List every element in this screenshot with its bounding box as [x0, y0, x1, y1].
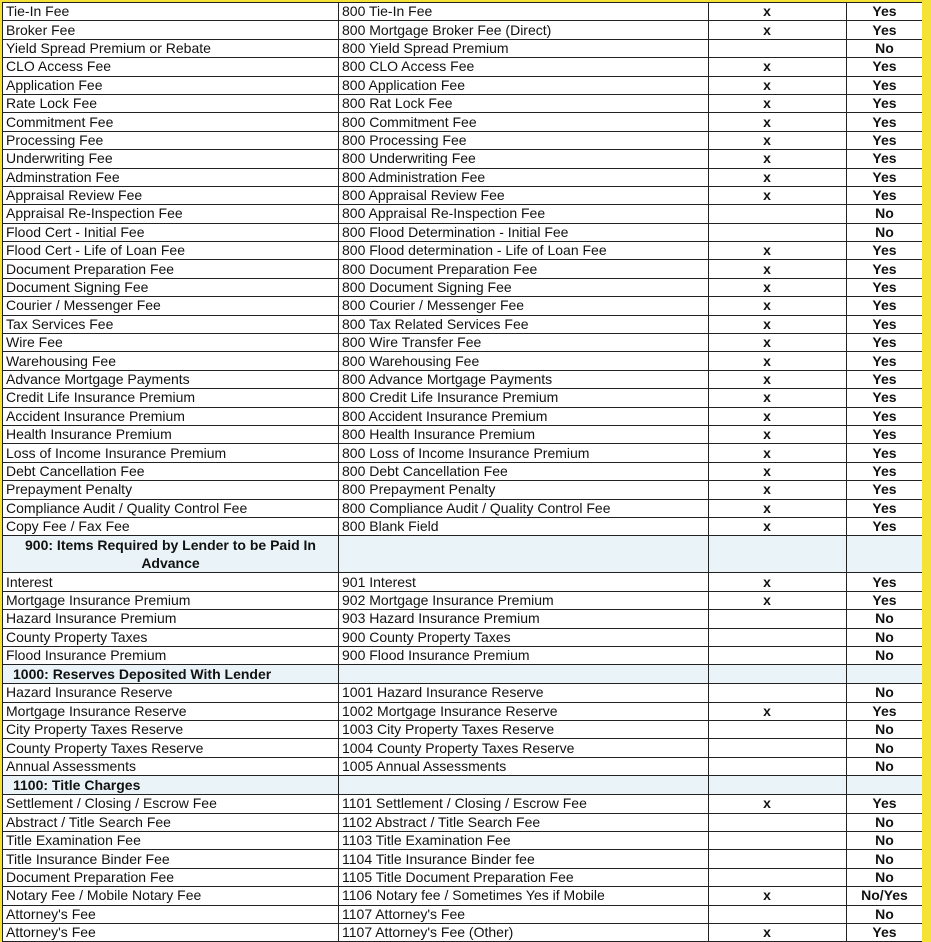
section-header-row: [3, 536, 923, 573]
included-mark-cell[interactable]: x: [709, 297, 847, 315]
included-mark-cell[interactable]: x: [709, 591, 847, 609]
fee-name-cell[interactable]: Appraisal Review Fee: [3, 186, 339, 204]
included-mark-cell[interactable]: x: [709, 21, 847, 39]
section-title[interactable]: 1100: Title Charges: [3, 776, 339, 795]
included-mark-cell[interactable]: [709, 205, 847, 223]
finance-charge-cell[interactable]: No: [847, 39, 923, 57]
finance-charge-cell[interactable]: Yes: [847, 315, 923, 333]
fee-name-cell[interactable]: Broker Fee: [3, 21, 339, 39]
table-row: [3, 905, 923, 923]
fee-name-cell[interactable]: Hazard Insurance Premium: [3, 610, 339, 628]
hud-line-cell[interactable]: 800 Accident Insurance Premium: [339, 407, 709, 425]
finance-charge-cell[interactable]: No: [847, 813, 923, 831]
fee-name-cell[interactable]: Copy Fee / Fax Fee: [3, 517, 339, 535]
included-mark-cell[interactable]: [709, 646, 847, 664]
hud-line-cell[interactable]: 800 Application Fee: [339, 76, 709, 94]
hud-line-cell[interactable]: 1001 Hazard Insurance Reserve: [339, 684, 709, 702]
included-mark-cell[interactable]: [709, 832, 847, 850]
table-row: [3, 499, 923, 517]
fee-name-cell[interactable]: Attorney's Fee: [3, 923, 339, 941]
fee-name-cell[interactable]: Title Insurance Binder Fee: [3, 850, 339, 868]
included-mark-cell[interactable]: x: [709, 76, 847, 94]
hud-line-cell[interactable]: 1107 Attorney's Fee (Other): [339, 923, 709, 941]
included-mark-cell[interactable]: [709, 610, 847, 628]
included-mark-cell[interactable]: x: [709, 3, 847, 21]
fee-name-cell[interactable]: Notary Fee / Mobile Notary Fee: [3, 887, 339, 905]
fee-name-cell[interactable]: Document Preparation Fee: [3, 260, 339, 278]
included-mark-cell[interactable]: [709, 813, 847, 831]
finance-charge-cell[interactable]: Yes: [847, 795, 923, 813]
included-mark-cell[interactable]: x: [709, 150, 847, 168]
table-row: [3, 646, 923, 664]
fee-name-cell[interactable]: Annual Assessments: [3, 757, 339, 775]
finance-charge-cell[interactable]: Yes: [847, 334, 923, 352]
table-row: [3, 168, 923, 186]
fee-name-cell[interactable]: City Property Taxes Reserve: [3, 721, 339, 739]
finance-charge-cell[interactable]: Yes: [847, 278, 923, 296]
table-row: [3, 813, 923, 831]
finance-charge-cell[interactable]: No: [847, 684, 923, 702]
hud-line-cell[interactable]: 800 Warehousing Fee: [339, 352, 709, 370]
included-mark-cell[interactable]: x: [709, 94, 847, 112]
included-mark-cell[interactable]: x: [709, 923, 847, 941]
table-row: [3, 297, 923, 315]
hud-line-cell[interactable]: 902 Mortgage Insurance Premium: [339, 591, 709, 609]
fee-name-cell[interactable]: County Property Taxes: [3, 628, 339, 646]
hud-line-cell[interactable]: 1103 Title Examination Fee: [339, 832, 709, 850]
included-mark-cell[interactable]: x: [709, 517, 847, 535]
fee-name-cell[interactable]: Document Signing Fee: [3, 278, 339, 296]
finance-charge-cell[interactable]: Yes: [847, 517, 923, 535]
fee-table: [2, 2, 922, 942]
table-row: [3, 113, 923, 131]
hud-line-cell[interactable]: 800 Mortgage Broker Fee (Direct): [339, 21, 709, 39]
table-row: [3, 887, 923, 905]
empty-cell[interactable]: [709, 536, 847, 573]
table-row: [3, 186, 923, 204]
included-mark-cell[interactable]: x: [709, 481, 847, 499]
fee-name-cell[interactable]: Debt Cancellation Fee: [3, 462, 339, 480]
included-mark-cell[interactable]: x: [709, 425, 847, 443]
empty-cell[interactable]: [709, 665, 847, 684]
empty-cell[interactable]: [709, 776, 847, 795]
table-row: [3, 370, 923, 388]
hud-line-cell[interactable]: 903 Hazard Insurance Premium: [339, 610, 709, 628]
hud-line-cell[interactable]: 800 Commitment Fee: [339, 113, 709, 131]
table-row: [3, 923, 923, 941]
fee-name-cell[interactable]: Credit Life Insurance Premium: [3, 389, 339, 407]
finance-charge-cell[interactable]: No: [847, 205, 923, 223]
hud-line-cell[interactable]: 800 CLO Access Fee: [339, 58, 709, 76]
table-row: [3, 150, 923, 168]
hud-line-cell[interactable]: 800 Appraisal Review Fee: [339, 186, 709, 204]
finance-charge-cell[interactable]: No: [847, 628, 923, 646]
table-row: [3, 481, 923, 499]
included-mark-cell[interactable]: [709, 739, 847, 757]
table-row: [3, 610, 923, 628]
hud-line-cell[interactable]: 800 Flood determination - Life of Loan Fee: [339, 242, 709, 260]
included-mark-cell[interactable]: [709, 39, 847, 57]
fee-name-cell[interactable]: Flood Cert - Initial Fee: [3, 223, 339, 241]
finance-charge-cell[interactable]: No: [847, 610, 923, 628]
hud-line-cell[interactable]: 800 Wire Transfer Fee: [339, 334, 709, 352]
section-header-row: [3, 776, 923, 795]
hud-line-cell[interactable]: 1102 Abstract / Title Search Fee: [339, 813, 709, 831]
hud-line-cell[interactable]: 800 Compliance Audit / Quality Control Fee: [339, 499, 709, 517]
fee-name-cell[interactable]: Commitment Fee: [3, 113, 339, 131]
fee-name-cell[interactable]: Abstract / Title Search Fee: [3, 813, 339, 831]
finance-charge-cell[interactable]: No: [847, 721, 923, 739]
hud-line-cell[interactable]: 1105 Title Document Preparation Fee: [339, 868, 709, 886]
table-row: [3, 684, 923, 702]
finance-charge-cell[interactable]: Yes: [847, 186, 923, 204]
hud-line-cell[interactable]: 800 Document Signing Fee: [339, 278, 709, 296]
empty-cell[interactable]: [847, 536, 923, 573]
fee-name-cell[interactable]: Flood Cert - Life of Loan Fee: [3, 242, 339, 260]
hud-line-cell[interactable]: 800 Tax Related Services Fee: [339, 315, 709, 333]
included-mark-cell[interactable]: x: [709, 186, 847, 204]
fee-name-cell[interactable]: Loss of Income Insurance Premium: [3, 444, 339, 462]
finance-charge-cell[interactable]: Yes: [847, 425, 923, 443]
finance-charge-cell[interactable]: No: [847, 646, 923, 664]
finance-charge-cell[interactable]: Yes: [847, 76, 923, 94]
hud-line-cell[interactable]: 800 Advance Mortgage Payments: [339, 370, 709, 388]
finance-charge-cell[interactable]: No: [847, 868, 923, 886]
fee-name-cell[interactable]: Flood Insurance Premium: [3, 646, 339, 664]
included-mark-cell[interactable]: x: [709, 702, 847, 720]
spreadsheet: [2, 2, 922, 942]
included-mark-cell[interactable]: x: [709, 278, 847, 296]
included-mark-cell[interactable]: x: [709, 370, 847, 388]
hud-line-cell[interactable]: 800 Document Preparation Fee: [339, 260, 709, 278]
hud-line-cell[interactable]: 1003 City Property Taxes Reserve: [339, 721, 709, 739]
finance-charge-cell[interactable]: No: [847, 850, 923, 868]
fee-name-cell[interactable]: Courier / Messenger Fee: [3, 297, 339, 315]
table-row: [3, 131, 923, 149]
fee-name-cell[interactable]: Title Examination Fee: [3, 832, 339, 850]
finance-charge-cell[interactable]: No: [847, 757, 923, 775]
included-mark-cell[interactable]: x: [709, 795, 847, 813]
finance-charge-cell[interactable]: Yes: [847, 573, 923, 591]
included-mark-cell[interactable]: [709, 721, 847, 739]
hud-line-cell[interactable]: 1005 Annual Assessments: [339, 757, 709, 775]
table-row: [3, 425, 923, 443]
fee-name-cell[interactable]: Processing Fee: [3, 131, 339, 149]
included-mark-cell[interactable]: [709, 223, 847, 241]
table-row: [3, 407, 923, 425]
finance-charge-cell[interactable]: Yes: [847, 58, 923, 76]
included-mark-cell[interactable]: x: [709, 444, 847, 462]
hud-line-cell[interactable]: 800 Debt Cancellation Fee: [339, 462, 709, 480]
included-mark-cell[interactable]: x: [709, 462, 847, 480]
table-row: [3, 242, 923, 260]
included-mark-cell[interactable]: x: [709, 407, 847, 425]
fee-name-cell[interactable]: Application Fee: [3, 76, 339, 94]
included-mark-cell[interactable]: x: [709, 389, 847, 407]
included-mark-cell[interactable]: [709, 628, 847, 646]
hud-line-cell[interactable]: 800 Health Insurance Premium: [339, 425, 709, 443]
table-row: [3, 334, 923, 352]
table-row: [3, 517, 923, 535]
hud-line-cell[interactable]: 800 Processing Fee: [339, 131, 709, 149]
hud-line-cell[interactable]: 901 Interest: [339, 573, 709, 591]
fee-name-cell[interactable]: Mortgage Insurance Reserve: [3, 702, 339, 720]
hud-line-cell[interactable]: 1101 Settlement / Closing / Escrow Fee: [339, 795, 709, 813]
finance-charge-cell[interactable]: Yes: [847, 242, 923, 260]
fee-name-cell[interactable]: Document Preparation Fee: [3, 868, 339, 886]
included-mark-cell[interactable]: [709, 850, 847, 868]
finance-charge-cell[interactable]: Yes: [847, 131, 923, 149]
table-row: [3, 76, 923, 94]
hud-line-cell[interactable]: 800 Underwriting Fee: [339, 150, 709, 168]
included-mark-cell[interactable]: x: [709, 113, 847, 131]
fee-name-cell[interactable]: Interest: [3, 573, 339, 591]
table-row: [3, 462, 923, 480]
finance-charge-cell[interactable]: No: [847, 739, 923, 757]
table-row: [3, 868, 923, 886]
fee-name-cell[interactable]: CLO Access Fee: [3, 58, 339, 76]
finance-charge-cell[interactable]: Yes: [847, 407, 923, 425]
fee-name-cell[interactable]: Prepayment Penalty: [3, 481, 339, 499]
table-row: [3, 315, 923, 333]
hud-line-cell[interactable]: 1104 Title Insurance Binder fee: [339, 850, 709, 868]
fee-name-cell[interactable]: Settlement / Closing / Escrow Fee: [3, 795, 339, 813]
finance-charge-cell[interactable]: Yes: [847, 21, 923, 39]
fee-name-cell[interactable]: Tax Services Fee: [3, 315, 339, 333]
finance-charge-cell[interactable]: Yes: [847, 94, 923, 112]
table-row: [3, 94, 923, 112]
finance-charge-cell[interactable]: Yes: [847, 462, 923, 480]
finance-charge-cell[interactable]: No/Yes: [847, 887, 923, 905]
table-row: [3, 278, 923, 296]
included-mark-cell[interactable]: [709, 757, 847, 775]
fee-name-cell[interactable]: Adminstration Fee: [3, 168, 339, 186]
included-mark-cell[interactable]: x: [709, 334, 847, 352]
included-mark-cell[interactable]: [709, 684, 847, 702]
hud-line-cell[interactable]: 900 County Property Taxes: [339, 628, 709, 646]
finance-charge-cell[interactable]: Yes: [847, 113, 923, 131]
fee-name-cell[interactable]: Attorney's Fee: [3, 905, 339, 923]
included-mark-cell[interactable]: x: [709, 315, 847, 333]
finance-charge-cell[interactable]: Yes: [847, 389, 923, 407]
included-mark-cell[interactable]: x: [709, 168, 847, 186]
fee-table-body: [3, 3, 923, 942]
fee-name-cell[interactable]: Rate Lock Fee: [3, 94, 339, 112]
table-row: [3, 39, 923, 57]
fee-name-cell[interactable]: Hazard Insurance Reserve: [3, 684, 339, 702]
table-row: [3, 444, 923, 462]
included-mark-cell[interactable]: x: [709, 499, 847, 517]
included-mark-cell[interactable]: x: [709, 131, 847, 149]
hud-line-cell[interactable]: 800 Appraisal Re-Inspection Fee: [339, 205, 709, 223]
fee-name-cell[interactable]: Tie-In Fee: [3, 3, 339, 21]
table-row: [3, 3, 923, 21]
section-title[interactable]: 900: Items Required by Lender to be Paid In Advance: [3, 536, 339, 573]
fee-name-cell[interactable]: Yield Spread Premium or Rebate: [3, 39, 339, 57]
hud-line-cell[interactable]: 1002 Mortgage Insurance Reserve: [339, 702, 709, 720]
table-row: [3, 757, 923, 775]
empty-cell[interactable]: [847, 665, 923, 684]
section-header-row: [3, 665, 923, 684]
table-row: [3, 389, 923, 407]
finance-charge-cell[interactable]: Yes: [847, 591, 923, 609]
table-row: [3, 850, 923, 868]
table-row: [3, 223, 923, 241]
table-row: [3, 260, 923, 278]
fee-name-cell[interactable]: County Property Taxes Reserve: [3, 739, 339, 757]
hud-line-cell[interactable]: 800 Courier / Messenger Fee: [339, 297, 709, 315]
table-row: [3, 721, 923, 739]
hud-line-cell[interactable]: 800 Administration Fee: [339, 168, 709, 186]
table-row: [3, 591, 923, 609]
finance-charge-cell[interactable]: Yes: [847, 499, 923, 517]
fee-name-cell[interactable]: Mortgage Insurance Premium: [3, 591, 339, 609]
table-row: [3, 702, 923, 720]
hud-line-cell[interactable]: 1106 Notary fee / Sometimes Yes if Mobile: [339, 887, 709, 905]
finance-charge-cell[interactable]: Yes: [847, 150, 923, 168]
included-mark-cell[interactable]: x: [709, 573, 847, 591]
table-row: [3, 205, 923, 223]
finance-charge-cell[interactable]: Yes: [847, 481, 923, 499]
hud-line-cell[interactable]: 800 Flood Determination - Initial Fee: [339, 223, 709, 241]
table-row: [3, 352, 923, 370]
finance-charge-cell[interactable]: No: [847, 832, 923, 850]
fee-name-cell[interactable]: Advance Mortgage Payments: [3, 370, 339, 388]
finance-charge-cell[interactable]: Yes: [847, 702, 923, 720]
included-mark-cell[interactable]: [709, 868, 847, 886]
included-mark-cell[interactable]: x: [709, 58, 847, 76]
fee-name-cell[interactable]: Warehousing Fee: [3, 352, 339, 370]
included-mark-cell[interactable]: [709, 905, 847, 923]
finance-charge-cell[interactable]: Yes: [847, 260, 923, 278]
hud-line-cell[interactable]: 800 Loss of Income Insurance Premium: [339, 444, 709, 462]
section-title[interactable]: 1000: Reserves Deposited With Lender: [3, 665, 339, 684]
included-mark-cell[interactable]: x: [709, 887, 847, 905]
fee-name-cell[interactable]: Underwriting Fee: [3, 150, 339, 168]
included-mark-cell[interactable]: x: [709, 260, 847, 278]
table-row: [3, 795, 923, 813]
empty-cell[interactable]: [847, 776, 923, 795]
table-row: [3, 628, 923, 646]
finance-charge-cell[interactable]: Yes: [847, 352, 923, 370]
table-row: [3, 58, 923, 76]
finance-charge-cell[interactable]: Yes: [847, 370, 923, 388]
fee-name-cell[interactable]: Wire Fee: [3, 334, 339, 352]
fee-name-cell[interactable]: Accident Insurance Premium: [3, 407, 339, 425]
empty-cell[interactable]: [339, 776, 709, 795]
empty-cell[interactable]: [339, 536, 709, 573]
hud-line-cell[interactable]: 800 Yield Spread Premium: [339, 39, 709, 57]
table-row: [3, 573, 923, 591]
finance-charge-cell[interactable]: Yes: [847, 923, 923, 941]
empty-cell[interactable]: [339, 665, 709, 684]
table-row: [3, 739, 923, 757]
fee-name-cell[interactable]: Appraisal Re-Inspection Fee: [3, 205, 339, 223]
hud-line-cell[interactable]: 800 Credit Life Insurance Premium: [339, 389, 709, 407]
hud-line-cell[interactable]: 900 Flood Insurance Premium: [339, 646, 709, 664]
fee-name-cell[interactable]: Compliance Audit / Quality Control Fee: [3, 499, 339, 517]
table-row: [3, 21, 923, 39]
finance-charge-cell[interactable]: No: [847, 223, 923, 241]
hud-line-cell[interactable]: 1004 County Property Taxes Reserve: [339, 739, 709, 757]
hud-line-cell[interactable]: 800 Tie-In Fee: [339, 3, 709, 21]
finance-charge-cell[interactable]: Yes: [847, 444, 923, 462]
hud-line-cell[interactable]: 800 Rat Lock Fee: [339, 94, 709, 112]
included-mark-cell[interactable]: x: [709, 242, 847, 260]
included-mark-cell[interactable]: x: [709, 352, 847, 370]
table-row: [3, 832, 923, 850]
hud-line-cell[interactable]: 800 Blank Field: [339, 517, 709, 535]
finance-charge-cell[interactable]: No: [847, 905, 923, 923]
finance-charge-cell[interactable]: Yes: [847, 3, 923, 21]
fee-name-cell[interactable]: Health Insurance Premium: [3, 425, 339, 443]
hud-line-cell[interactable]: 800 Prepayment Penalty: [339, 481, 709, 499]
hud-line-cell[interactable]: 1107 Attorney's Fee: [339, 905, 709, 923]
finance-charge-cell[interactable]: Yes: [847, 297, 923, 315]
finance-charge-cell[interactable]: Yes: [847, 168, 923, 186]
